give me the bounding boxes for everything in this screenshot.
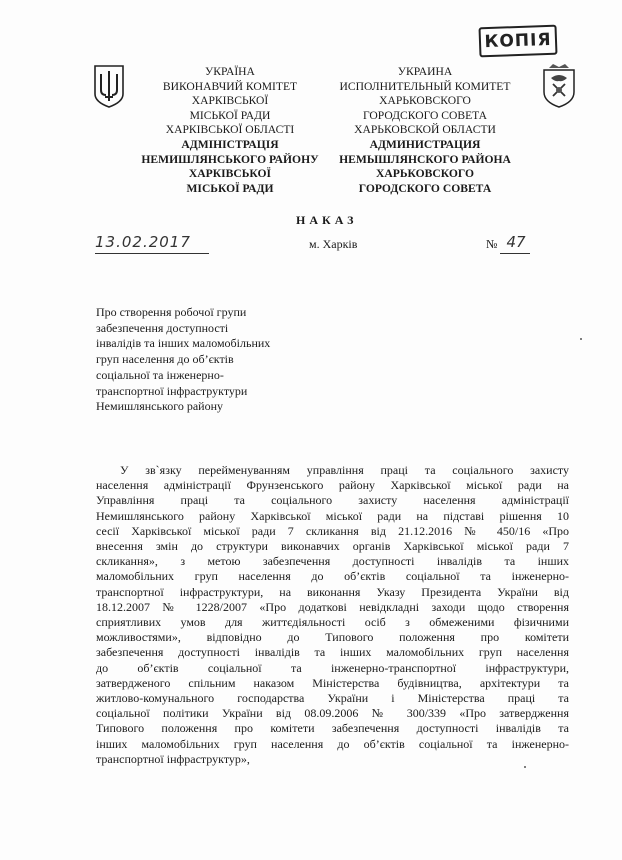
body-line: інших маломобільних груп населення до об’єктів соціальної та інженерно- bbox=[96, 736, 569, 751]
header-line: ИСПОЛНИТЕЛЬНЫЙ КОМИТЕТ bbox=[339, 79, 511, 93]
header-ukrainian bbox=[130, 65, 330, 196]
header-bold-line: АДМИНИСТРАЦИЯ bbox=[369, 137, 481, 151]
subject-line: транспортної інфраструктури bbox=[96, 383, 248, 398]
order-number-sign: № bbox=[486, 237, 498, 251]
header-line: ГОРОДСКОГО СОВЕТА bbox=[362, 108, 488, 122]
header-line: ХАРКІВСЬКОЇ ОБЛАСТІ bbox=[165, 123, 295, 137]
header-bold-line: ХАРКІВСЬКОЇ bbox=[188, 167, 272, 181]
body-line: сесії Харківської міської ради 7 скликання від 21.12.2016 № 450/16 «Про bbox=[96, 523, 569, 538]
header-line: УКРАИНА bbox=[397, 65, 453, 78]
header-bold-line: АДМІНІСТРАЦІЯ bbox=[181, 137, 279, 151]
subject-line: Про створення робочої групи bbox=[96, 305, 247, 319]
body-line: до об’єктів соціальної та інженерно-транспортної інфраструктури, bbox=[96, 660, 569, 675]
subject-line: Немишлянського району bbox=[96, 399, 223, 414]
body-line: забезпечення доступності інвалідів та інших маломобільних груп населення bbox=[96, 645, 569, 660]
body-line: сприятливих умов для життєдіяльності осіб з обмеженими фізичними bbox=[96, 615, 569, 630]
kharkiv-crest-icon bbox=[541, 62, 577, 108]
header-bold-line: ХАРЬКОВСКОГО bbox=[376, 167, 474, 181]
order-date-handwritten: 13.02.2017 bbox=[95, 233, 191, 251]
header-bold-line: НЕМИШЛЯНСЬКОГО РАЙОНУ bbox=[141, 152, 319, 166]
subject-line: груп населення до об’єктів bbox=[96, 352, 234, 367]
header-line: ХАРЬКОВСКОГО bbox=[379, 94, 471, 108]
trident-emblem-icon bbox=[92, 64, 126, 108]
header-line: ХАРКІВСЬКОЇ bbox=[191, 94, 269, 108]
body-line: У зв`язку перейменуванням управління праці та соціального захисту bbox=[120, 463, 569, 477]
body-line: Управління праці та соціального захисту населення адміністрації bbox=[96, 493, 569, 508]
body-line: внесення змін до структури виконавчих органів Харківської міської ради 7 bbox=[96, 539, 569, 554]
body-line: Типового положення про комітети забезпечення доступності інвалідів та bbox=[96, 721, 569, 736]
date-underline bbox=[95, 253, 209, 254]
body-line: соціальної політики України від 08.09.2006 № 300/339 «Про затвердження bbox=[96, 706, 569, 721]
header-russian bbox=[330, 65, 520, 196]
subject-line: соціальної та інженерно- bbox=[96, 367, 224, 382]
header-bold-line: НЕМЫШЛЯНСКОГО РАЙОНА bbox=[339, 152, 511, 166]
body-line: житлово-комунального господарства України і Міністерства праці та bbox=[96, 691, 569, 706]
body-line: можливостями», відповідно до Типового положення про комітети bbox=[96, 630, 569, 645]
header-line: ВИКОНАВЧИЙ КОМІТЕТ bbox=[162, 79, 298, 93]
body-line: маломобільних груп населення до об’єктів соціальної та інженерно- bbox=[96, 569, 569, 584]
header-bold-line: МІСЬКОЇ РАДИ bbox=[186, 181, 274, 195]
order-title: НАКАЗ bbox=[296, 213, 358, 227]
header-line: МІСЬКОЇ РАДИ bbox=[189, 108, 271, 122]
subject-line: забезпечення доступності bbox=[96, 320, 229, 335]
body-line: транспортної інфраструктури, на виконання Указу Президента України від bbox=[96, 584, 569, 599]
header-bold-line: ГОРОДСКОГО СОВЕТА bbox=[358, 181, 492, 195]
order-subject bbox=[96, 305, 336, 415]
order-city: м. Харків bbox=[309, 237, 358, 251]
body-line: Немишлянського району Харківської міської ради на підставі рішення 10 bbox=[96, 508, 569, 523]
body-line: скликання», з метою забезпечення доступності інвалідів та інших bbox=[96, 554, 569, 569]
header-line: ХАРЬКОВСКОЙ ОБЛАСТИ bbox=[354, 123, 496, 137]
order-body bbox=[96, 463, 569, 767]
number-underline bbox=[500, 253, 530, 254]
header-line: УКРАЇНА bbox=[205, 65, 255, 78]
copy-stamp: КОПІЯ bbox=[479, 25, 558, 58]
scan-speck bbox=[524, 766, 526, 768]
body-line: населення адміністрації Фрунзенського району Харківської міської ради на bbox=[96, 478, 569, 493]
body-line: затвердженого спільним наказом Міністерства будівництва, архітектури та bbox=[96, 675, 569, 690]
order-number-handwritten: 47 bbox=[506, 233, 526, 251]
body-line: транспортної інфраструктур», bbox=[96, 751, 250, 766]
subject-line: інвалідів та інших маломобільних bbox=[96, 336, 271, 351]
scan-speck bbox=[580, 338, 582, 340]
body-line: 18.12.2007 № 1228/2007 «Про додаткові невідкладні заходи щодо створення bbox=[96, 599, 569, 614]
